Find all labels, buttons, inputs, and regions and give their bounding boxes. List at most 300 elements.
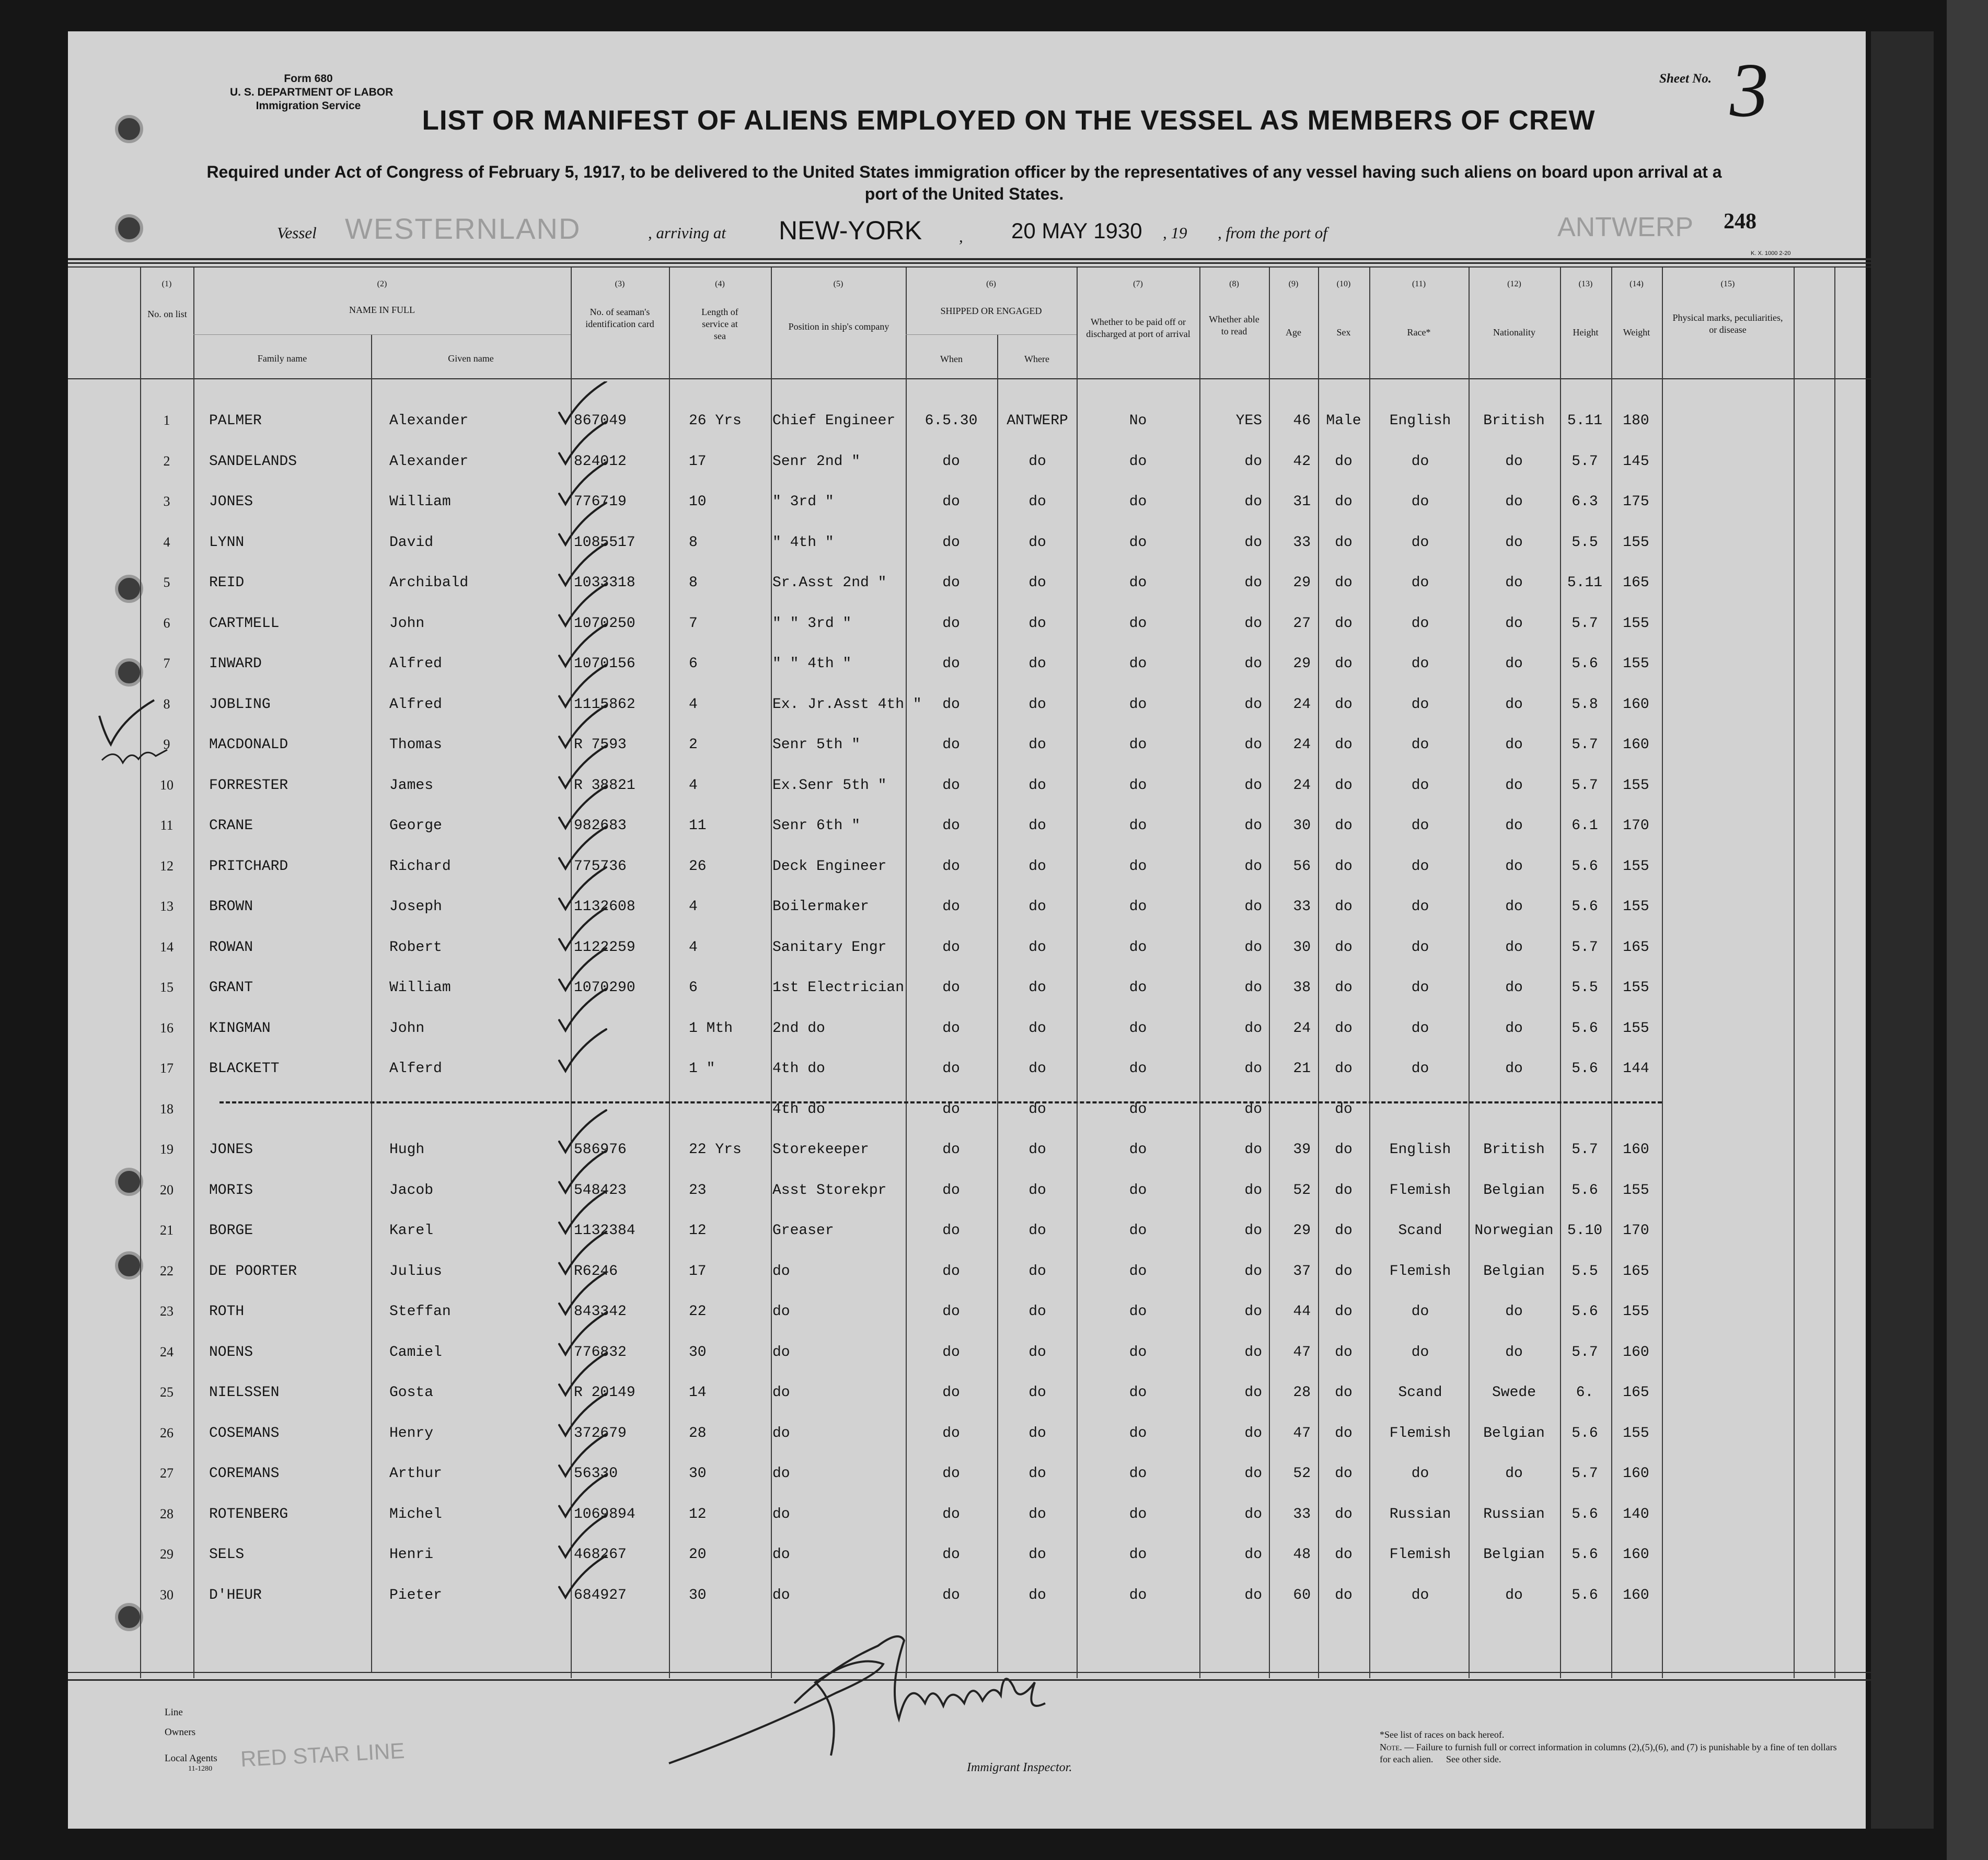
cell-weight: 155	[1623, 858, 1649, 875]
cell-no: 27	[160, 1466, 174, 1481]
cell-family: JONES	[209, 1142, 253, 1158]
col-num: (5)	[833, 280, 843, 288]
cell-card: 1132608	[574, 899, 635, 915]
cell-height: 5.6	[1571, 1061, 1598, 1077]
cell-card: 775736	[574, 858, 627, 875]
cell-service: 12	[689, 1506, 707, 1522]
col-num: (11)	[1412, 280, 1426, 288]
cell-race: do	[1411, 818, 1429, 834]
cell-position: Asst Storekpr	[772, 1182, 887, 1199]
cell-service: 17	[689, 1263, 707, 1280]
cell-service: 1 "	[689, 1061, 715, 1077]
cell-nationality: do	[1505, 777, 1523, 794]
cell-service: 26	[689, 858, 707, 875]
cell-read: do	[1244, 1506, 1262, 1522]
cell-family: D'HEUR	[209, 1587, 262, 1603]
cell-paid: do	[1129, 1385, 1147, 1401]
inspector-label: Immigrant Inspector.	[967, 1761, 1072, 1774]
cell-nationality: Russian	[1483, 1506, 1545, 1522]
cell-family: DE POORTER	[209, 1263, 297, 1280]
cell-age: 30	[1293, 818, 1311, 834]
cell-given: Gosta	[389, 1385, 434, 1401]
cell-paid: do	[1129, 1263, 1147, 1280]
cell-given: Hugh	[389, 1142, 425, 1158]
cell-weight: 160	[1623, 1547, 1649, 1563]
cell-family: PRITCHARD	[209, 858, 288, 875]
cell-card: 586976	[574, 1142, 627, 1158]
cell-given: Arthur	[389, 1466, 442, 1482]
cell-given: Joseph	[389, 899, 442, 915]
cell-sex: do	[1335, 1466, 1353, 1482]
cell-no: 3	[163, 494, 170, 509]
cell-given: Robert	[389, 939, 442, 956]
cell-no: 13	[160, 899, 174, 914]
cell-position: 2nd do	[772, 1020, 825, 1037]
page-subtitle: Required under Act of Congress of February 5, 1917, to be delivered to the United States immigration officer by the representatives of any vessel having such aliens on board upon arrival at a port of the United States.	[206, 162, 1722, 203]
cell-age: 33	[1293, 899, 1311, 915]
cell-weight: 155	[1623, 615, 1649, 632]
cell-weight: 155	[1623, 1020, 1649, 1037]
check-mark-icon	[559, 1394, 606, 1436]
cell-card: 776832	[574, 1344, 627, 1361]
cell-position: Senr 6th "	[772, 818, 861, 834]
note-other: See other side.	[1446, 1754, 1501, 1764]
agents-label: Local Agents	[165, 1753, 217, 1764]
cell-nationality: do	[1505, 656, 1523, 672]
cell-race: do	[1411, 1344, 1429, 1361]
cell-nationality: British	[1483, 413, 1545, 429]
cell-weight: 160	[1623, 1142, 1649, 1158]
cell-read: do	[1244, 1020, 1262, 1037]
cell-paid: do	[1129, 939, 1147, 956]
check-mark-icon	[559, 705, 606, 747]
cell-weight: 170	[1623, 818, 1649, 834]
cell-height: 5.6	[1571, 1020, 1598, 1037]
cell-given: Jacob	[389, 1182, 434, 1199]
cell-race: Flemish	[1389, 1263, 1451, 1280]
cell-card: 56330	[574, 1466, 618, 1482]
cell-paid: do	[1129, 1425, 1147, 1442]
sheet-number: 3	[1730, 48, 1769, 133]
cell-nationality: Norwegian	[1474, 1223, 1554, 1239]
cell-when: do	[942, 777, 960, 794]
cell-age: 33	[1293, 1506, 1311, 1522]
cell-when: do	[942, 858, 960, 875]
cell-when: do	[942, 494, 960, 510]
cell-no: 20	[160, 1182, 174, 1198]
line-label: Line	[165, 1707, 183, 1718]
cell-no: 14	[160, 939, 174, 955]
cell-when: do	[942, 1101, 960, 1118]
cell-nationality: Belgian	[1483, 1263, 1545, 1280]
cell-when: do	[942, 1020, 960, 1037]
cell-race: do	[1411, 777, 1429, 794]
cell-weight: 155	[1623, 899, 1649, 915]
cell-when: do	[942, 1506, 960, 1522]
cell-weight: 140	[1623, 1506, 1649, 1522]
cell-family: CARTMELL	[209, 615, 280, 632]
cell-card: R 20149	[574, 1385, 635, 1401]
cell-read: do	[1244, 1344, 1262, 1361]
cell-read: do	[1244, 696, 1262, 713]
cell-race: Scand	[1398, 1385, 1442, 1401]
check-mark-icon	[559, 381, 606, 423]
cell-card: 1132384	[574, 1223, 635, 1239]
cell-age: 21	[1293, 1061, 1311, 1077]
cell-race: Flemish	[1389, 1547, 1451, 1563]
cell-position: do	[772, 1466, 790, 1482]
cell-given: William	[389, 494, 451, 510]
cell-paid: do	[1129, 980, 1147, 996]
cell-where: do	[1028, 453, 1046, 470]
cell-given: William	[389, 980, 451, 996]
cell-family: ROTH	[209, 1304, 245, 1320]
cell-paid: do	[1129, 1223, 1147, 1239]
cell-position: do	[772, 1425, 790, 1442]
cell-height: 5.7	[1571, 1344, 1598, 1361]
cell-nationality: Belgian	[1483, 1182, 1545, 1199]
cell-read: do	[1244, 1101, 1262, 1118]
cell-paid: do	[1129, 899, 1147, 915]
col-num: (3)	[615, 280, 625, 288]
cell-race: do	[1411, 696, 1429, 713]
cell-race: English	[1389, 1142, 1451, 1158]
cell-card: 1115862	[574, 696, 635, 713]
cell-height: 5.6	[1571, 1506, 1598, 1522]
sheet-edge	[1871, 31, 1934, 1829]
from-label: , from the port of	[1218, 224, 1327, 242]
cell-weight: 165	[1623, 1385, 1649, 1401]
check-mark-icon	[559, 948, 606, 990]
year-label: , 19	[1163, 224, 1187, 242]
cell-read: YES	[1235, 413, 1262, 429]
cell-service: 7	[689, 615, 698, 632]
cell-age: 47	[1293, 1425, 1311, 1442]
cell-position: Senr 2nd "	[772, 453, 861, 470]
check-mark-icon	[559, 584, 606, 626]
cell-race: do	[1411, 575, 1429, 591]
cell-read: do	[1244, 1142, 1262, 1158]
check-mark-icon	[559, 827, 606, 869]
check-mark-icon	[559, 1110, 606, 1152]
cell-nationality: do	[1505, 818, 1523, 834]
cell-family: FORRESTER	[209, 777, 288, 794]
cell-when: do	[942, 1587, 960, 1603]
cell-position: Greaser	[772, 1223, 834, 1239]
check-mark-icon	[559, 1313, 606, 1355]
cell-paid: do	[1129, 1101, 1147, 1118]
cell-when: do	[942, 1304, 960, 1320]
cell-age: 39	[1293, 1142, 1311, 1158]
cell-height: 5.5	[1571, 980, 1598, 996]
cell-sex: do	[1335, 453, 1353, 470]
cell-weight: 145	[1623, 453, 1649, 470]
cell-no: 8	[163, 696, 170, 712]
cell-family: MACDONALD	[209, 737, 288, 753]
cell-weight: 144	[1623, 1061, 1649, 1077]
cell-when: do	[942, 453, 960, 470]
cell-read: do	[1244, 1425, 1262, 1442]
cell-card: 867049	[574, 413, 627, 429]
cell-service: 1 Mth	[689, 1020, 733, 1037]
cell-weight: 155	[1623, 656, 1649, 672]
cell-read: do	[1244, 1547, 1262, 1563]
cell-given: Richard	[389, 858, 451, 875]
cell-card: 824012	[574, 453, 627, 470]
cell-age: 47	[1293, 1344, 1311, 1361]
col-given-name: Given name	[448, 353, 494, 364]
cell-when: do	[942, 737, 960, 753]
cell-sex: do	[1335, 737, 1353, 753]
cell-where: do	[1028, 1223, 1046, 1239]
cell-height: 5.5	[1571, 534, 1598, 551]
cell-weight: 165	[1623, 1263, 1649, 1280]
cell-weight: 160	[1623, 1344, 1649, 1361]
col-num: (7)	[1133, 280, 1143, 288]
cell-nationality: Swede	[1492, 1385, 1536, 1401]
cell-read: do	[1244, 1385, 1262, 1401]
cell-given: Camiel	[389, 1344, 442, 1361]
cell-height: 6.1	[1571, 818, 1598, 834]
cell-given: Pieter	[389, 1587, 442, 1603]
cell-when: do	[942, 656, 960, 672]
check-mark-icon	[559, 1151, 606, 1193]
punch-hole-icon	[115, 1168, 143, 1196]
cell-height: 5.6	[1571, 899, 1598, 915]
cell-age: 48	[1293, 1547, 1311, 1563]
check-mark-icon	[559, 1191, 606, 1233]
cell-height: 5.6	[1571, 1182, 1598, 1199]
cell-card: 1069894	[574, 1506, 635, 1522]
cell-sex: Male	[1326, 413, 1361, 429]
cell-service: 10	[689, 494, 707, 510]
cell-read: do	[1244, 1182, 1262, 1199]
check-mark-icon	[559, 422, 606, 464]
cell-family: SANDELANDS	[209, 453, 297, 470]
cell-no: 23	[160, 1304, 174, 1319]
cell-family: ROTENBERG	[209, 1506, 288, 1522]
cell-no: 28	[160, 1506, 174, 1521]
col-num: (1)	[161, 280, 172, 288]
cell-read: do	[1244, 1304, 1262, 1320]
check-mark-icon	[559, 908, 606, 950]
cell-where: do	[1028, 1182, 1046, 1199]
cell-age: 29	[1293, 656, 1311, 672]
cell-height: 5.6	[1571, 1425, 1598, 1442]
check-mark-icon	[559, 1353, 606, 1395]
cell-family: GRANT	[209, 980, 253, 996]
cell-paid: do	[1129, 1142, 1147, 1158]
punch-hole-icon	[115, 575, 143, 603]
cell-race: do	[1411, 1304, 1429, 1320]
cell-service: 28	[689, 1425, 707, 1442]
check-mark-icon	[559, 1515, 606, 1557]
arrival-port: NEW-YORK	[779, 216, 922, 245]
cell-service: 14	[689, 1385, 707, 1401]
cell-card: 684927	[574, 1587, 627, 1603]
cell-height: 5.7	[1571, 737, 1598, 753]
date-stamp: 20 MAY 1930	[1011, 218, 1142, 243]
cell-position: " 3rd "	[772, 494, 834, 510]
cell-read: do	[1244, 534, 1262, 551]
cell-family: MORIS	[209, 1182, 253, 1199]
cell-card: R 7593	[574, 737, 627, 753]
cell-read: do	[1244, 656, 1262, 672]
cell-position: 4th do	[772, 1101, 825, 1118]
cell-weight: 155	[1623, 534, 1649, 551]
cell-family: SELS	[209, 1547, 245, 1563]
cell-sex: do	[1335, 777, 1353, 794]
cell-read: do	[1244, 858, 1262, 875]
cell-sex: do	[1335, 1182, 1353, 1199]
cell-paid: do	[1129, 818, 1147, 834]
cell-card: 1085517	[574, 534, 635, 551]
cell-no: 29	[160, 1547, 174, 1562]
cell-where: do	[1028, 1101, 1046, 1118]
form-number: Form 680	[284, 73, 333, 85]
cell-sex: do	[1335, 1547, 1353, 1563]
cell-nationality: do	[1505, 494, 1523, 510]
cell-age: 42	[1293, 453, 1311, 470]
cell-paid: do	[1129, 1182, 1147, 1199]
cell-race: do	[1411, 534, 1429, 551]
cell-nationality: do	[1505, 1304, 1523, 1320]
check-mark-icon	[559, 665, 606, 707]
cell-sex: do	[1335, 980, 1353, 996]
cell-position: Storekeeper	[772, 1142, 869, 1158]
cell-paid: do	[1129, 1466, 1147, 1482]
cell-paid: do	[1129, 656, 1147, 672]
cell-position: " 4th "	[772, 534, 834, 551]
cell-paid: do	[1129, 858, 1147, 875]
cell-sex: do	[1335, 1385, 1353, 1401]
cell-height: 5.6	[1571, 656, 1598, 672]
cell-sex: do	[1335, 818, 1353, 834]
col-length-service: Length of service at sea	[701, 307, 738, 341]
cell-position: do	[772, 1263, 790, 1280]
cell-weight: 155	[1623, 777, 1649, 794]
cell-sex: do	[1335, 939, 1353, 956]
cell-when: do	[942, 1142, 960, 1158]
cell-paid: do	[1129, 453, 1147, 470]
table-top-rule	[68, 258, 1871, 260]
cell-family: ROWAN	[209, 939, 253, 956]
adjacent-sheet-edge	[1947, 0, 1988, 1860]
cell-age: 52	[1293, 1466, 1311, 1482]
print-code: K. X. 1000 2-20	[1751, 250, 1791, 257]
cell-sex: do	[1335, 575, 1353, 591]
cell-nationality: do	[1505, 453, 1523, 470]
cell-age: 28	[1293, 1385, 1311, 1401]
note-text: — Failure to furnish full or correct information in columns (2),(5),(6), and (7) is punishable by a fine of ten dollars for each alien.	[1380, 1742, 1837, 1764]
cell-no: 10	[160, 777, 174, 793]
cell-position: do	[772, 1506, 790, 1522]
cell-service: 26 Yrs	[689, 413, 742, 429]
cell-paid: do	[1129, 1020, 1147, 1037]
cell-given: Alfred	[389, 696, 442, 713]
cell-weight: 155	[1623, 1304, 1649, 1320]
col-num: (10)	[1336, 280, 1351, 288]
cell-nationality: do	[1505, 939, 1523, 956]
cell-service: 8	[689, 575, 698, 591]
col-shipped-engaged: SHIPPED OR ENGAGED	[940, 306, 1042, 316]
cell-service: 12	[689, 1223, 707, 1239]
check-mark-icon	[559, 624, 606, 666]
col-num: (15)	[1720, 280, 1735, 288]
cell-nationality: do	[1505, 534, 1523, 551]
check-mark-icon	[559, 1556, 606, 1598]
cell-height: 5.6	[1571, 1587, 1598, 1603]
cell-service: 30	[689, 1466, 707, 1482]
cell-no: 24	[160, 1344, 174, 1359]
cell-family: COREMANS	[209, 1466, 280, 1482]
cell-position: do	[772, 1385, 790, 1401]
cell-given: David	[389, 534, 434, 551]
cell-race: English	[1389, 413, 1451, 429]
cell-nationality: do	[1505, 575, 1523, 591]
cell-service: 4	[689, 939, 698, 956]
cell-paid: No	[1129, 413, 1147, 429]
cell-card: 843342	[574, 1304, 627, 1320]
col-paid-off: Whether to be paid off or discharged at port of arrival	[1086, 317, 1191, 339]
cell-age: 38	[1293, 980, 1311, 996]
form-code: 11-1280	[188, 1765, 213, 1773]
cell-where: do	[1028, 980, 1046, 996]
cell-where: do	[1028, 1263, 1046, 1280]
cell-height: 5.10	[1567, 1223, 1603, 1239]
check-mark-icon	[559, 462, 606, 504]
cell-where: do	[1028, 1061, 1046, 1077]
cell-position: do	[772, 1304, 790, 1320]
cell-card: 1070250	[574, 615, 635, 632]
owners-label: Owners	[165, 1727, 196, 1738]
cell-position: do	[772, 1344, 790, 1361]
cell-paid: do	[1129, 737, 1147, 753]
cell-card: 1122259	[574, 939, 635, 956]
check-mark-icon	[559, 1029, 606, 1071]
cell-when: do	[942, 1385, 960, 1401]
cell-where: do	[1028, 656, 1046, 672]
cell-card: 1033318	[574, 575, 635, 591]
cell-family: INWARD	[209, 656, 262, 672]
arriving-label: , arriving at	[648, 224, 726, 242]
cell-sex: do	[1335, 1142, 1353, 1158]
cell-paid: do	[1129, 575, 1147, 591]
cell-position: 4th do	[772, 1061, 825, 1077]
cell-weight: 165	[1623, 575, 1649, 591]
cell-service: 30	[689, 1587, 707, 1603]
cell-sex: do	[1335, 1425, 1353, 1442]
cell-read: do	[1244, 1263, 1262, 1280]
cell-race: do	[1411, 737, 1429, 753]
departure-port: ANTWERP	[1557, 212, 1693, 242]
cell-nationality: do	[1505, 615, 1523, 632]
cell-where: do	[1028, 1344, 1046, 1361]
cell-age: 56	[1293, 858, 1311, 875]
cell-weight: 160	[1623, 1587, 1649, 1603]
agents-stamp: RED STAR LINE	[239, 1738, 406, 1772]
cell-no: 7	[163, 656, 170, 671]
cell-height: 5.6	[1571, 858, 1598, 875]
cell-position: " " 4th "	[772, 656, 852, 672]
cell-no: 17	[160, 1061, 174, 1076]
cell-read: do	[1244, 494, 1262, 510]
cell-nationality: do	[1505, 1020, 1523, 1037]
cell-no: 9	[163, 737, 170, 752]
cell-family: NOENS	[209, 1344, 253, 1361]
cell-sex: do	[1335, 1263, 1353, 1280]
cell-weight: 180	[1623, 413, 1649, 429]
